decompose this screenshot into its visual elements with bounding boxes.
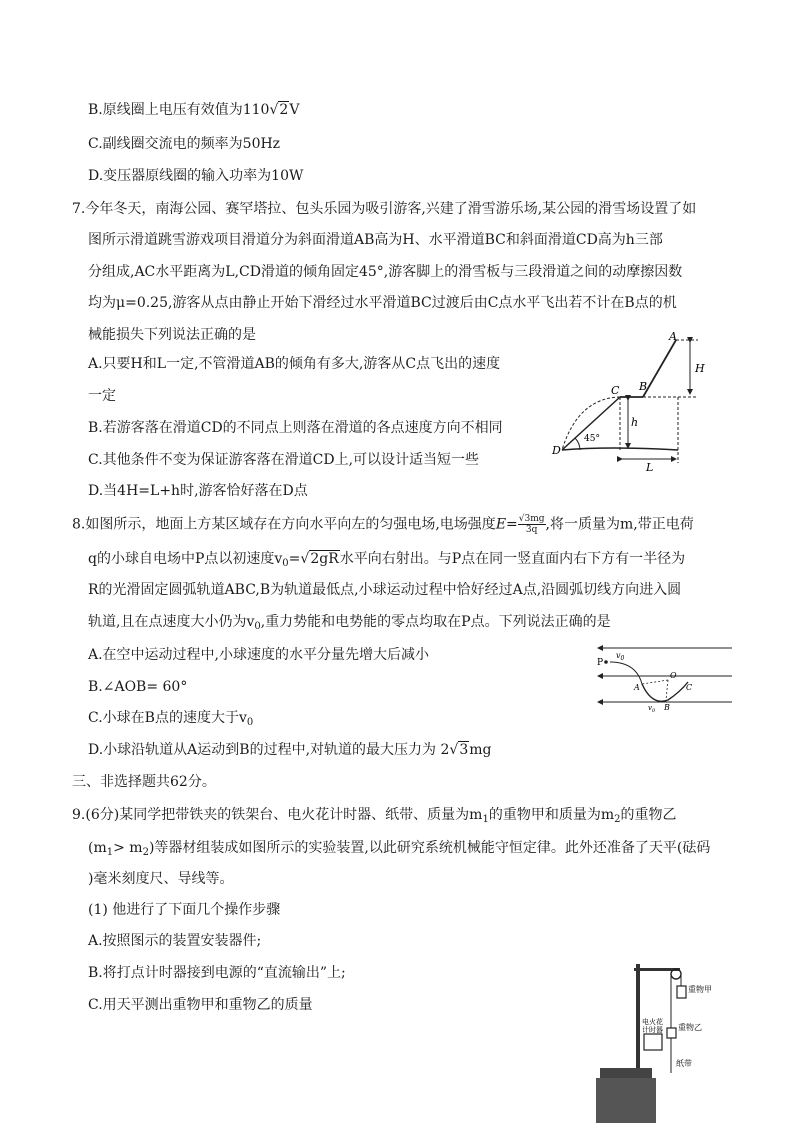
q9-line2-a: (m bbox=[88, 840, 107, 856]
spark-timer-block bbox=[644, 1034, 662, 1050]
q7-stem-line4: 均为μ=0.25,游客从点由静止开始下滑经过水平滑道BC过渡后由C点水平飞出若不计在B点的机 bbox=[88, 295, 677, 311]
q9-line2-c: )等器材组装成如图所示的实验装置,以此研究系统机械能守恒定律。此外还准备了天平(砝码 bbox=[148, 840, 711, 856]
q8-option-c-text: C.小球在B点的速度大于v bbox=[88, 710, 247, 726]
weight-2-block bbox=[667, 1028, 676, 1038]
q8-e-variable: E bbox=[495, 516, 507, 533]
q8-stem-line2-sub: 0 bbox=[282, 558, 289, 569]
label-bottom-v: v bbox=[648, 704, 652, 712]
q9-line1-sub2: 2 bbox=[614, 814, 621, 825]
q9-line1-b: 的重物甲和质量为m bbox=[488, 807, 615, 823]
radius-oa bbox=[642, 680, 668, 684]
label-h-small: h bbox=[631, 416, 639, 429]
q7-option-b: B.若游客落在滑道CD的不同点上则落在滑道的各点速度方向不相同 bbox=[88, 420, 503, 436]
q9-line2-sub4: 2 bbox=[142, 847, 149, 858]
label-bottom-v-sub: 0 bbox=[651, 708, 656, 712]
label-b: B bbox=[639, 380, 648, 393]
q9-step-c: C.用天平测出重物甲和重物乙的质量 bbox=[88, 997, 313, 1013]
label-b: B bbox=[664, 703, 670, 712]
q9-step-a: A.按照图示的装置安装器件; bbox=[88, 933, 262, 949]
radius-ob bbox=[666, 680, 668, 700]
label-v0-v: v bbox=[616, 651, 621, 660]
label-tape: 纸带 bbox=[676, 1059, 692, 1068]
q8-field-fraction bbox=[518, 514, 546, 535]
label-h-big: H bbox=[695, 362, 705, 375]
label-v0-sub: 0 bbox=[620, 655, 625, 662]
q7-ski-slope-figure bbox=[548, 328, 708, 476]
label-weight2: 重物乙 bbox=[678, 1023, 702, 1032]
q8-stem-line4 bbox=[88, 612, 611, 637]
q8-e-equals: = bbox=[506, 516, 518, 533]
q9-line1-sub1: 1 bbox=[482, 814, 489, 825]
q9-line1-c: 的重物乙 bbox=[620, 807, 677, 823]
q8-stem-line4-a: 轨道,且在点速度大小仍为v bbox=[88, 614, 255, 630]
q6-option-b-unit: V bbox=[289, 102, 300, 118]
q8-stem-line2: q的小球自电场中P点以初速度$v_0=√2gR$水平向右射出。与P点在同一竖直面内右下方有一半径为 bbox=[88, 551, 686, 569]
q8-stem-line1-text-a: 8.如图所示，地面上方某区域存在方向水平向左的匀强电场,电场强度 bbox=[72, 516, 496, 533]
q9-step-b: B.将打点计时器接到电源的“直流输出”上; bbox=[88, 965, 346, 981]
q8-fraction-num-root: √3 bbox=[518, 514, 531, 524]
q9-apparatus-figure bbox=[596, 958, 722, 1123]
section-3-title: 三、非选择题共62分。 bbox=[72, 774, 216, 790]
label-angle: 45° bbox=[584, 434, 600, 444]
label-c: C bbox=[611, 384, 620, 397]
q9-stem-line1 bbox=[72, 805, 677, 830]
q8-stem-line2-b: 水平向右射出。与P点在同一竖直面内右下方有一半径为 bbox=[339, 551, 686, 567]
q8-option-d-text: D.小球沿轨道从A运动到B的过程中,对轨道的最大压力为 2 bbox=[88, 742, 450, 758]
label-weight1: 重物甲 bbox=[688, 985, 712, 994]
label-l: L bbox=[646, 461, 654, 474]
label-p: P bbox=[597, 658, 604, 668]
q6-option-d: D.变压器原线圈的输入功率为10W bbox=[88, 168, 304, 184]
q7-option-c: C.其他条件不变为保证游客落在滑道CD上,可以设计适当短一些 bbox=[88, 452, 480, 468]
q8-stem-line2-eq: = bbox=[288, 551, 301, 567]
label-c: C bbox=[686, 683, 693, 692]
q7-stem-line3: 分组成,AC水平距离为L,CD滑道的倾角固定45°,游客脚上的滑雪板与三段滑道之间的动摩擦因数 bbox=[88, 264, 683, 280]
q8-stem-line2-a: q的小球自电场中P点以初速度v bbox=[88, 551, 283, 567]
label-d: D bbox=[552, 444, 561, 457]
slope-ab bbox=[643, 340, 676, 397]
q8-option-a: A.在空中运动过程中,小球速度的水平分量先增大后减小 bbox=[88, 647, 430, 663]
label-o: O bbox=[670, 671, 677, 680]
label-timer-line2: 计时器 bbox=[642, 1026, 663, 1034]
q9-stem-line2 bbox=[88, 838, 710, 863]
label-bottom-v0 bbox=[648, 704, 656, 712]
q8-option-d: D.小球沿轨道从A运动到B的过程中,对轨道的最大压力为 2√3mg bbox=[88, 742, 492, 758]
q8-fraction-num-mg: mg bbox=[530, 514, 545, 524]
q9-line2-b: > m bbox=[113, 840, 143, 856]
q8-option-c bbox=[88, 708, 253, 733]
q7-option-d: D.当4H=L+h时,游客恰好落在D点 bbox=[88, 483, 308, 499]
q9-stem-line4: (1) 他进行了下面几个操作步骤 bbox=[88, 902, 281, 918]
arc-track bbox=[642, 682, 688, 701]
q8-option-b: B.∠AOB= 60° bbox=[88, 679, 188, 695]
stand-base bbox=[596, 1078, 656, 1123]
q8-stem-line4-b: ,重力势能和电势能的零点均取在P点。下列说法正确的是 bbox=[260, 614, 611, 630]
q6-option-b-radical: 2 bbox=[279, 102, 289, 118]
q8-option-c-sub: 0 bbox=[246, 717, 254, 728]
label-a: A bbox=[669, 330, 677, 343]
q7-option-a-line1: A.只要H和L一定,不管滑道AB的倾角有多大,游客从C点飞出的速度 bbox=[88, 356, 501, 372]
q6-option-c: C.副线圈交流电的频率为50Hz bbox=[88, 136, 281, 152]
label-v0 bbox=[616, 651, 625, 662]
q8-option-d-radical: 3 bbox=[459, 742, 469, 758]
q8-stem-line1-text-b: ,将一质量为m,带正电荷 bbox=[545, 516, 694, 533]
q9-stem-line3: )毫米刻度尺、导线等。 bbox=[88, 871, 234, 887]
q7-stem-line2: 图所示滑道跳雪游戏项目滑道分为斜面滑道AB高为H、水平滑道BC和斜面滑道CD高为h三部 bbox=[88, 232, 663, 248]
q9-line2-sub3: 1 bbox=[106, 847, 114, 858]
q8-fraction-den: 3q bbox=[525, 525, 538, 535]
q8-stem-line1 bbox=[72, 514, 694, 535]
q7-stem-line5: 械能损失下列说法正确的是 bbox=[88, 327, 256, 343]
q8-option-d-unit: mg bbox=[469, 742, 492, 758]
q7-option-a-line2: 一定 bbox=[88, 388, 116, 404]
ball-trajectory bbox=[610, 662, 642, 684]
stand-base-top bbox=[600, 1068, 652, 1078]
label-a: A bbox=[634, 683, 640, 692]
q9-line1-a: 9.(6分)某同学把带铁夹的铁架台、电火花计时器、纸带、质量为m bbox=[72, 807, 483, 823]
weight-1-block bbox=[677, 986, 686, 998]
q8-stem-line2-radical: 2gR bbox=[310, 551, 339, 567]
label-timer-line1: 电火花 bbox=[642, 1018, 663, 1026]
point-p bbox=[604, 660, 608, 664]
q8-stem-line3: R的光滑固定圆弧轨道ABC,B为轨道最低点,小球运动过程中恰好经过A点,沿圆弧切线方向进入圆 bbox=[88, 582, 682, 598]
q6-option-b: B.原线圈上电压有效值为110√2V bbox=[88, 102, 300, 118]
q6-option-b-text: B.原线圈上电压有效值为110 bbox=[88, 102, 270, 118]
q7-stem-line1: 7.今年冬天，南海公园、赛罕塔拉、包头乐园为吸引游客,兴建了滑雪游乐场,某公园的滑雪场设置了如 bbox=[72, 201, 697, 217]
q8-stem-line4-sub: 0 bbox=[254, 621, 261, 632]
q8-field-figure bbox=[596, 640, 736, 712]
